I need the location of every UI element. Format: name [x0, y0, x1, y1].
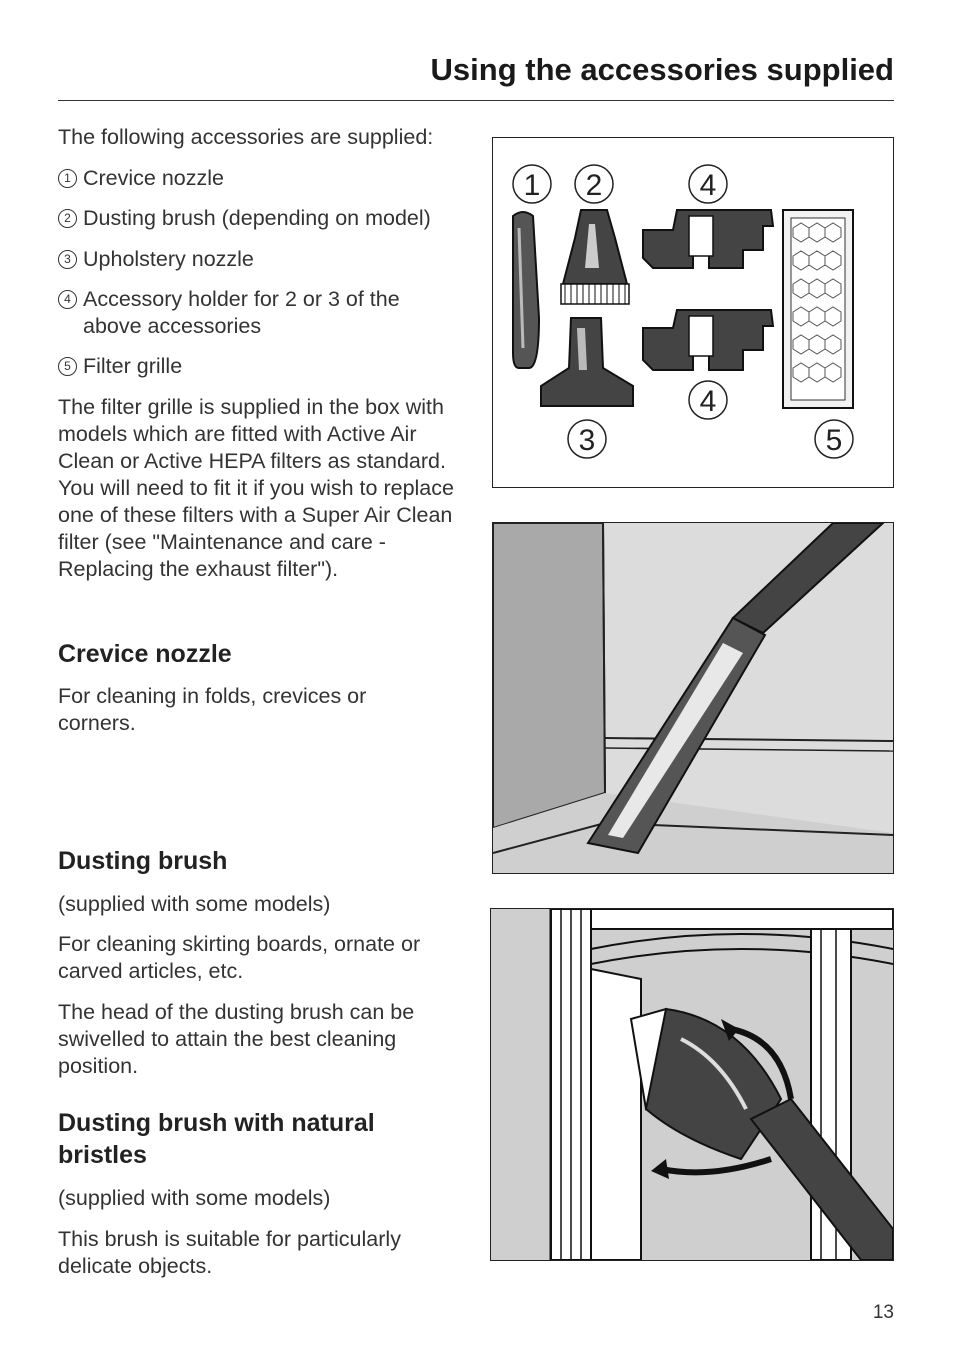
intro-text: The following accessories are supplied: — [58, 125, 434, 149]
number-badge: 1 — [58, 169, 77, 188]
number-badge: 5 — [58, 357, 77, 376]
dusting-text-2: The head of the dusting brush can be swivelled to attain the best cleaning position. — [58, 1000, 415, 1078]
page-number: 13 — [872, 1302, 894, 1323]
crevice-heading: Crevice nozzle — [58, 640, 232, 668]
dusting-brush-illustration — [490, 908, 894, 1261]
list-item — [58, 286, 438, 340]
natural-heading: Dusting brush with natural bristles — [58, 1109, 375, 1169]
list-item — [58, 165, 224, 192]
dusting-text-1: For cleaning skirting boards, ornate or carved articles, etc. — [58, 932, 421, 983]
filter-grille-drawing — [783, 210, 853, 408]
accessories-illustration — [492, 137, 894, 488]
list-item-label: Filter grille — [83, 354, 183, 378]
crevice-nozzle-illustration — [492, 522, 894, 874]
title-rule — [58, 100, 894, 101]
callout-number-5: 5 — [825, 424, 843, 457]
list-item — [58, 205, 431, 232]
number-badge: 4 — [58, 290, 77, 309]
dusting-note: (supplied with some models) — [58, 892, 331, 916]
callout-number-4a: 4 — [699, 169, 717, 202]
filter-paragraph: The filter grille is supplied in the box with models which are fitted with Active Air Clean or Active HEPA filters as standard. You will need to fit it if you wish to replace one of these filters with a Super Air Clean filter (see "Maintenance and care - Replacing the exhaust filter"). — [58, 395, 454, 581]
callout-number-1: 1 — [523, 169, 541, 202]
callout-number-4b: 4 — [699, 385, 717, 418]
list-item-label: Accessory holder for 2 or 3 of the above accessories — [83, 287, 400, 338]
dusting-heading: Dusting brush — [58, 847, 228, 875]
page-title: Using the accessories supplied — [430, 52, 894, 87]
number-badge: 3 — [58, 250, 77, 269]
list-item-label: Upholstery nozzle — [83, 247, 254, 271]
list-item-label: Crevice nozzle — [83, 166, 224, 190]
natural-text: This brush is suitable for particularly delicate objects. — [58, 1227, 401, 1278]
list-item-label: Dusting brush (depending on model) — [83, 206, 431, 230]
crevice-text: For cleaning in folds, crevices or corners. — [58, 684, 367, 735]
number-badge: 2 — [58, 209, 77, 228]
list-item — [58, 353, 182, 380]
crevice-nozzle-drawing — [513, 212, 539, 368]
callout-number-2: 2 — [585, 169, 603, 202]
list-item — [58, 246, 254, 273]
natural-note: (supplied with some models) — [58, 1186, 331, 1210]
callout-number-3: 3 — [578, 424, 596, 457]
